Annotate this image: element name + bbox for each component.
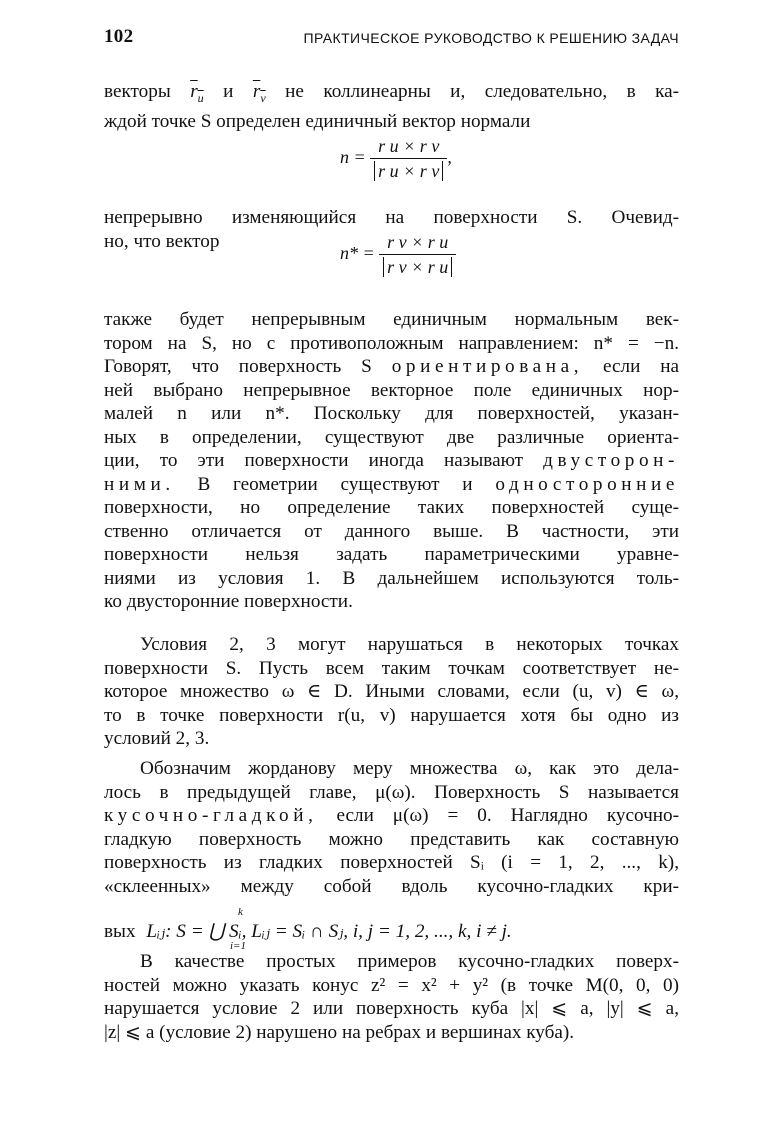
text-line: ниями из условия 1. В дальнейшем используются толь- [104,567,679,589]
text-line: ко двусторонние поверхности. [104,591,353,612]
paragraph-piecewise-smooth [104,757,679,898]
term-two-sided: двусторон- [543,450,680,471]
text-line: поверхности нельзя задать параметрическими уравне- [104,544,679,565]
text-line: ции, то эти поверхности иногда называют двусторон- [104,450,680,471]
text-line: условий 2, 3. [104,728,210,749]
text-fragment: и [223,81,234,102]
page-number: 102 [104,26,134,47]
paragraph-intro [104,80,679,134]
term-piecewise-smooth: кусочно-гладкой, [104,805,318,826]
text-line: ней выбрано непрерывное векторное поле единичных нор- [104,379,679,401]
text-line: ных в определении, существуют две различные ориента- [104,426,679,448]
fraction-denominator: r u × r v [374,161,443,181]
equation-union-line [104,920,679,944]
text-line: кусочно-гладкой, если μ(ω) = 0. Наглядно кусочно- [104,805,680,826]
equation-lhs: n = [340,147,366,168]
vector-r-v: $r_v$ [252,81,266,105]
equation-fraction [370,136,447,182]
equation-lhs: n* = [340,243,375,264]
text-line: также будет непрерывным единичным нормальным век- [104,309,679,330]
union-upper-limit: k [238,906,243,918]
paragraph-conditions [104,633,679,751]
text-fragment: вых [104,921,136,942]
text-line: ностей можно указать конус z² = x² + y² (в точке M(0, 0, 0) [104,974,679,996]
text-line: Обозначим жорданову меру множества ω, как это дела- [140,758,679,779]
text-line: малей n или n*. Поскольку для поверхностей, указан- [104,403,679,424]
text-line: ждой точке S определен единичный вектор нормали [104,111,531,133]
text-fragment: не коллинеарны и, следовательно, в ка- [285,81,680,102]
paragraph-examples [104,950,679,1044]
equation-normal: n = $\frac{\text{r u × r v}}{\text{r u × r v}}$ , [340,136,452,181]
text-line: гладкую поверхность можно представить как составную [104,828,679,850]
text-line: ними. В геометрии существуют и односторонние [104,473,680,495]
term-one-sided: односторонние [495,473,680,495]
text-line: то в точке поверхности r(u, v) нарушается хотя бы одно из [104,704,679,726]
text-line: поверхности S. Пусть всем таким точкам соответствует не- [104,657,679,679]
vector-r-u: $r_u$ [190,81,204,105]
union-lower-limit: i=1 [230,940,246,952]
fraction-numerator: r v × r u [379,232,456,255]
fraction-denominator: r v × r u [383,257,452,277]
term-oriented: ориентирована, [391,356,584,377]
text-line: нарушается условие 2 или поверхность куба |x| ⩽ a, |y| ⩽ a, [104,998,679,1019]
paragraph-orientation [104,308,679,614]
text-line [104,80,679,110]
text-line: |z| ⩽ a (условие 2) нарушено на ребрах и вершинах куба). [104,1021,575,1043]
text-fragment: векторы [104,81,171,102]
equation-union: Lᵢⱼ: S = ⋃ Sᵢ, Lᵢⱼ = Sᵢ ∩ Sⱼ, i, j = 1, 2, ..., k, i ≠ j. [146,921,512,942]
equation-fraction [379,232,456,278]
text-line: но, что вектор [104,230,220,252]
text-line: тором на S, но с противоположным направлением: n* = −n. [104,332,679,354]
text-line: непрерывно изменяющийся на поверхности S. Очевид- [104,207,679,228]
fraction-numerator: r u × r v [370,136,447,159]
text-line: лось в предыдущей главе, μ(ω). Поверхность S называется [104,781,679,803]
text-line: «склеенных» между собой вдоль кусочно-гладких кри- [104,875,679,897]
text-line: которое множество ω ∈ D. Иными словами, если (u, v) ∈ ω, [104,681,679,702]
equation-opposite-normal [340,232,456,278]
text-line: поверхности, но определение таких поверхностей суще- [104,497,679,518]
text-line: поверхность из гладких поверхностей Sᵢ (i = 1, 2, ..., k), [104,852,679,873]
text-line: ственно отличается от данного выше. В частности, эти [104,520,679,542]
text-line: Условия 2, 3 могут нарушаться в некоторых точках [140,634,679,655]
running-title: ПРАКТИЧЕСКОЕ РУКОВОДСТВО К РЕШЕНИЮ ЗАДАЧ [303,30,679,46]
text-line: В качестве простых примеров кусочно-гладких поверх- [140,951,679,972]
text-line: Говорят, что поверхность S ориентирована, если на [104,356,680,377]
